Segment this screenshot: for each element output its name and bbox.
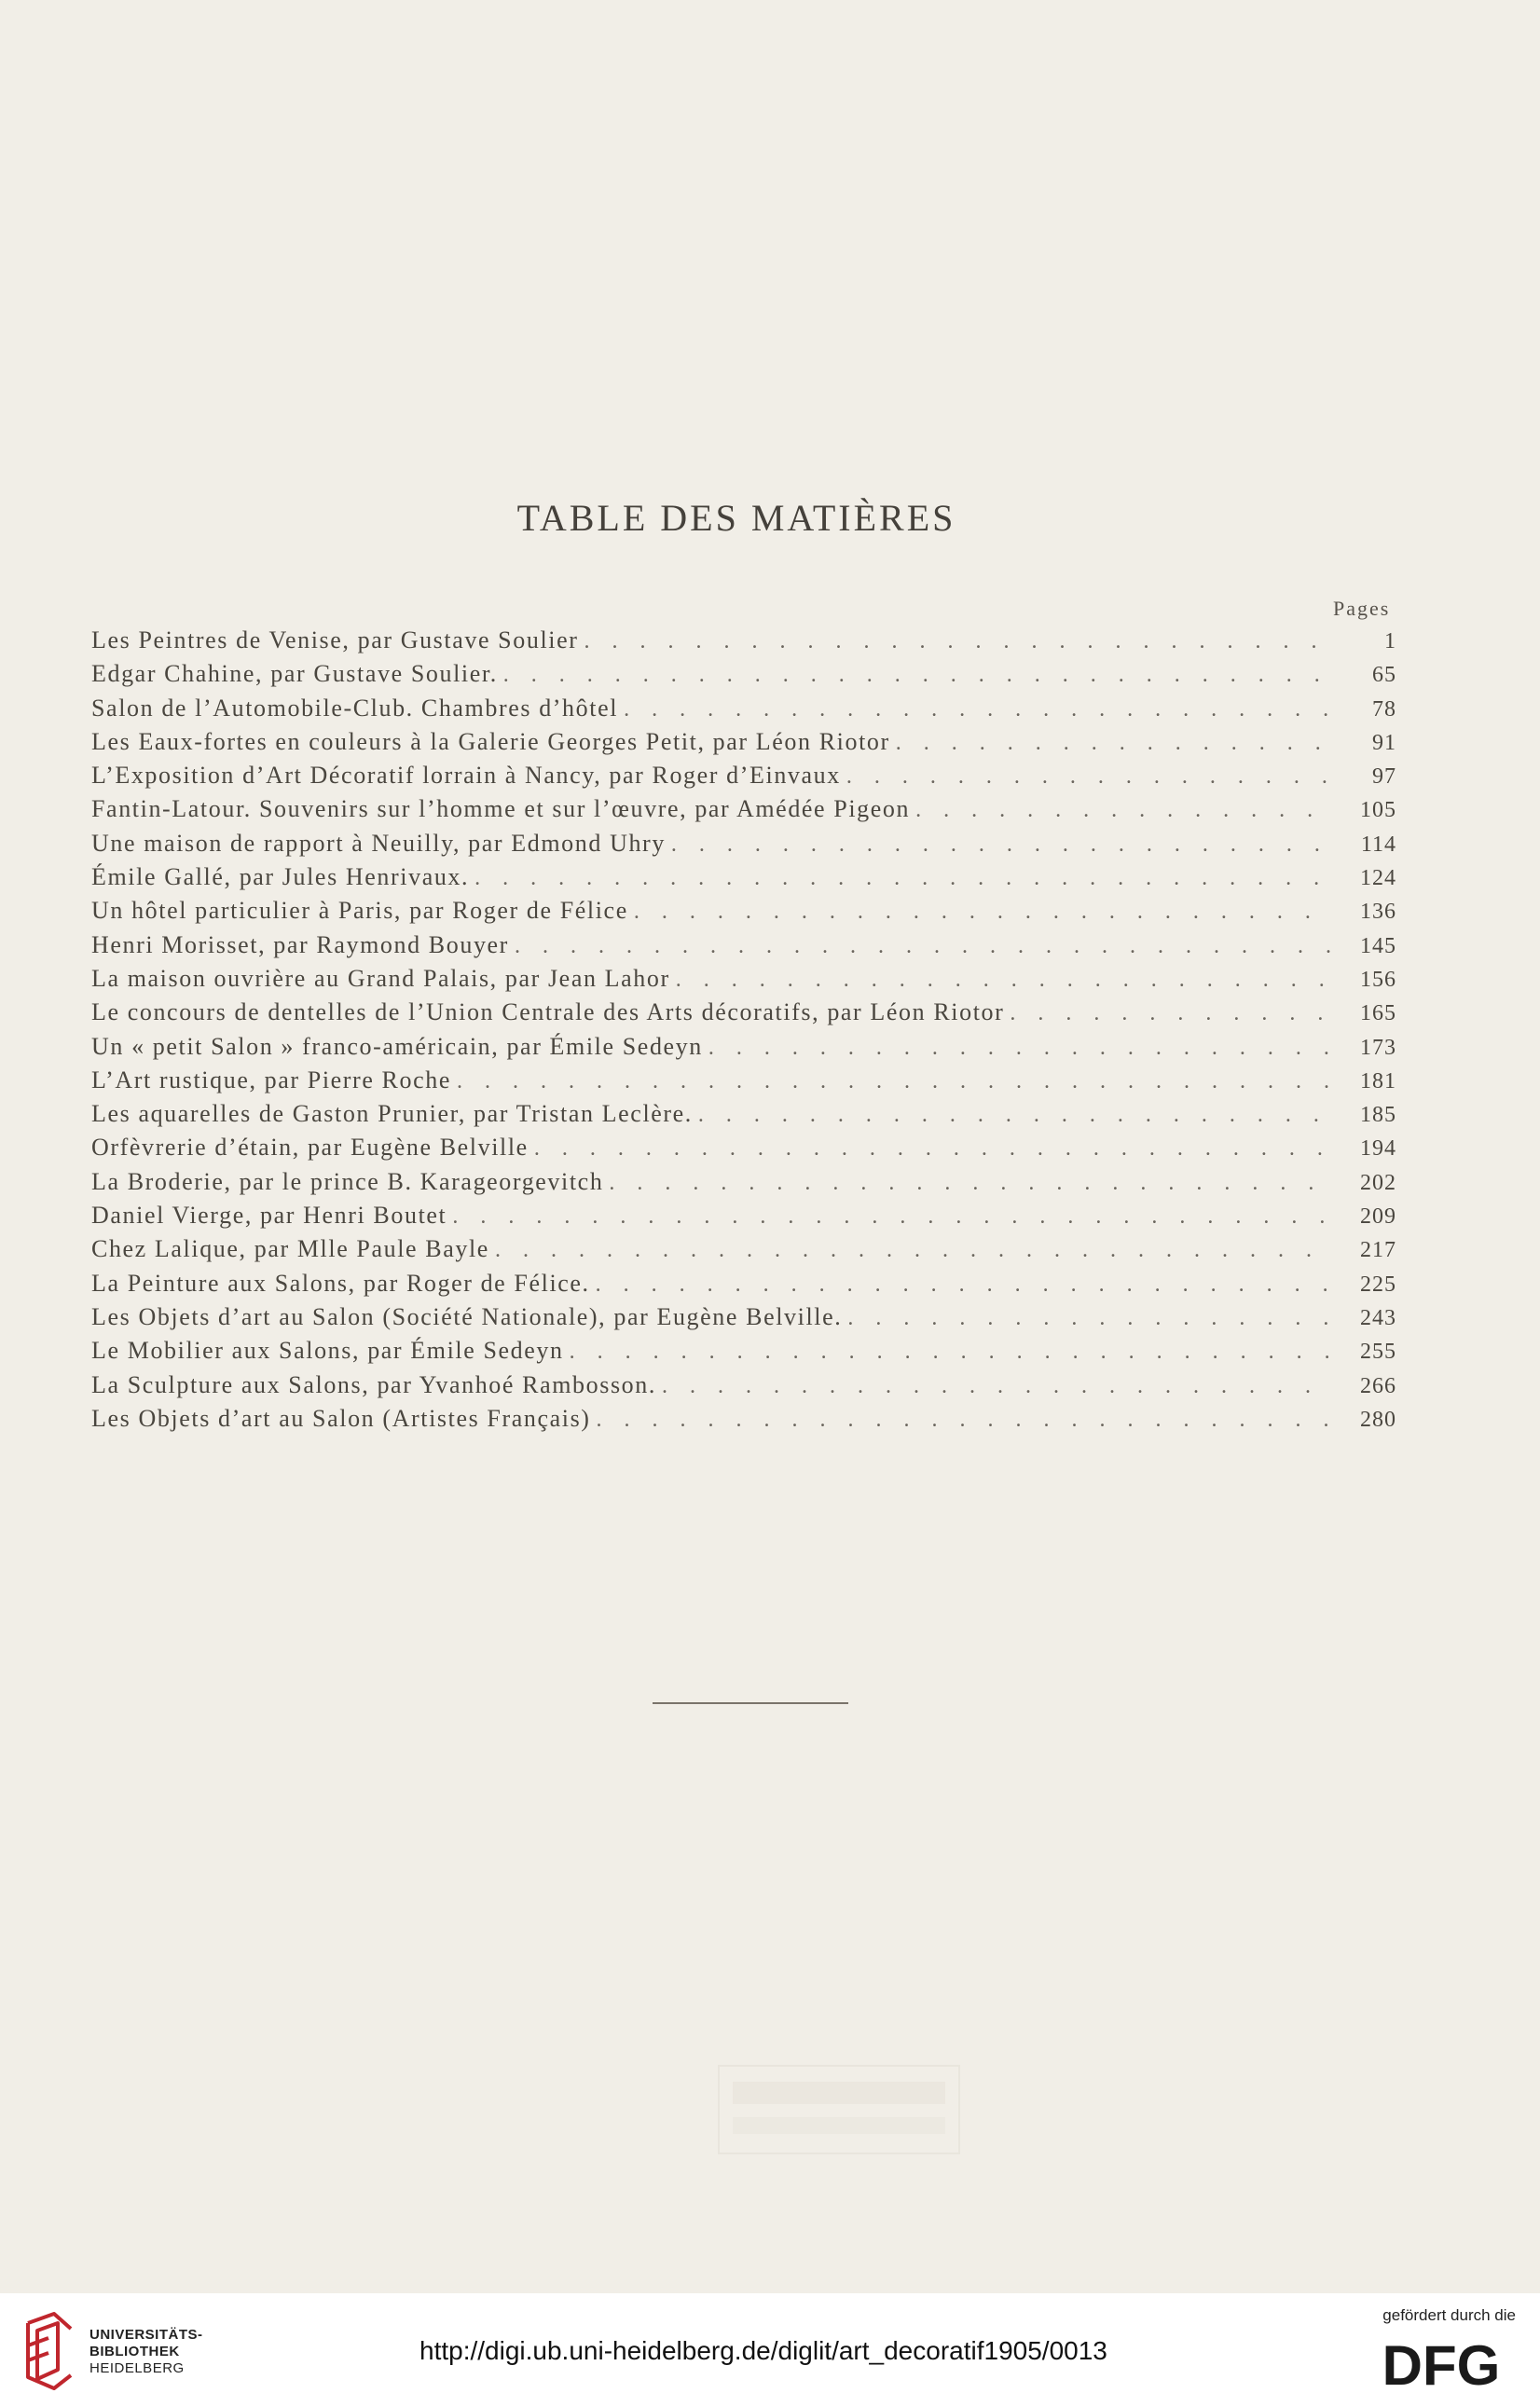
toc-entry — [91, 1405, 1396, 1438]
toc-entry — [91, 931, 1396, 965]
toc-dot-leader — [915, 795, 1333, 823]
toc-entry-page: 243 — [1360, 1305, 1396, 1330]
toc-entry-title: La Peinture aux Salons, par Roger de Félice. — [91, 1269, 590, 1297]
toc-entry-title: Daniel Vierge, par Henri Boutet — [91, 1202, 447, 1230]
toc-entry-page: 181 — [1360, 1068, 1396, 1093]
toc-entry-page: 97 — [1372, 764, 1396, 790]
toc-entry — [91, 863, 1396, 897]
toc-entry-title: Les aquarelles de Gaston Prunier, par Tristan Leclère. — [91, 1100, 693, 1128]
toc-entry-page: 105 — [1360, 798, 1396, 823]
toc-entry-page: 185 — [1360, 1103, 1396, 1128]
toc-dot-leader — [634, 897, 1333, 925]
toc-entry-page: 1 — [1384, 629, 1396, 653]
toc-entry-page: 65 — [1372, 663, 1396, 688]
toc-entry — [91, 1303, 1396, 1337]
toc-dot-leader — [503, 660, 1333, 688]
toc-entry-title: Un « petit Salon » franco-américain, par Émile Sedeyn — [91, 1032, 703, 1060]
library-name: UNIVERSITÄTS- BIBLIOTHEK HEIDELBERG — [89, 2327, 203, 2376]
toc-entry-title: La Sculpture aux Salons, par Yvanhoé Rambosson. — [91, 1370, 656, 1398]
toc-entry-title: L’Exposition d’Art Décoratif lorrain à Nancy, par Roger d’Einvaux — [91, 762, 841, 790]
toc-entry-title: La maison ouvrière au Grand Palais, par Jean Lahor — [91, 964, 670, 992]
toc-entry — [91, 762, 1396, 795]
toc-entry — [91, 1270, 1396, 1303]
digitization-footer — [0, 2293, 1540, 2407]
toc-dot-leader — [452, 1202, 1333, 1230]
toc-entry — [91, 1371, 1396, 1405]
svg-text:DFG: DFG — [1382, 2336, 1501, 2390]
toc-entry-title: Les Objets d’art au Salon (Société Nationale), par Eugène Belville. — [91, 1302, 843, 1330]
toc-entry-title: Le Mobilier aux Salons, par Émile Sedeyn — [91, 1337, 564, 1365]
toc-entry-page: 156 — [1360, 967, 1396, 992]
toc-entry-page: 136 — [1360, 900, 1396, 925]
toc-entry — [91, 626, 1396, 660]
permalink-url[interactable]: http://digi.ub.uni-heidelberg.de/diglit/art_decoratif1905/0013 — [419, 2336, 1107, 2365]
toc-dot-leader — [609, 1168, 1333, 1196]
toc-entry — [91, 965, 1396, 998]
toc-dot-leader — [708, 1033, 1333, 1061]
toc-entry-title: Fantin-Latour. Souvenirs sur l’homme et sur l’œuvre, par Amédée Pigeon — [91, 795, 911, 823]
toc-dot-leader — [584, 626, 1334, 654]
toc-entry — [91, 1066, 1396, 1100]
toc-dot-leader — [597, 1405, 1333, 1433]
toc-dot-leader — [534, 1134, 1333, 1162]
faded-stamp — [718, 2065, 960, 2154]
toc-dot-leader — [624, 695, 1333, 722]
toc-entry-title: La Broderie, par le prince B. Karageorgevitch — [91, 1167, 604, 1195]
toc-entry-title: Henri Morisset, par Raymond Bouyer — [91, 930, 509, 958]
toc-entry-title: Émile Gallé, par Jules Henrivaux. — [91, 863, 470, 891]
toc-entry-title: Le concours de dentelles de l’Union Centrale des Arts décoratifs, par Léon Riotor — [91, 998, 1005, 1026]
toc-entry-page: 165 — [1360, 1001, 1396, 1026]
toc-dot-leader — [847, 1303, 1333, 1331]
toc-entry — [91, 1033, 1396, 1066]
toc-entry — [91, 1337, 1396, 1370]
toc-entry-title: Une maison de rapport à Neuilly, par Edmond Uhry — [91, 829, 666, 857]
toc-dot-leader — [671, 830, 1333, 858]
toc-entry-page: 280 — [1360, 1407, 1396, 1432]
toc-entry-title: Edgar Chahine, par Gustave Soulier. — [91, 660, 498, 688]
toc-entry-title: Chez Lalique, par Mlle Paule Bayle — [91, 1235, 489, 1263]
table-of-contents — [91, 626, 1396, 1438]
toc-entry — [91, 1134, 1396, 1167]
toc-dot-leader — [896, 728, 1333, 756]
toc-entry — [91, 998, 1396, 1032]
toc-entry-title: Un hôtel particulier à Paris, par Roger de Félice — [91, 897, 628, 925]
toc-entry-page: 124 — [1360, 866, 1396, 891]
toc-entry-page: 266 — [1360, 1373, 1396, 1398]
ub-heidelberg-logo-icon — [21, 2310, 78, 2392]
toc-entry — [91, 897, 1396, 930]
toc-entry — [91, 1168, 1396, 1202]
funding-label: gefördert durch die — [1382, 2306, 1516, 2324]
toc-entry — [91, 1202, 1396, 1235]
toc-entry-page: 209 — [1360, 1204, 1396, 1230]
dfg-logo-icon — [1363, 2336, 1519, 2390]
toc-entry-title: L’Art rustique, par Pierre Roche — [91, 1066, 451, 1093]
toc-entry — [91, 795, 1396, 829]
toc-entry-title: Les Eaux-fortes en couleurs à la Galerie Georges Petit, par Léon Riotor — [91, 727, 890, 755]
toc-entry-title: Les Peintres de Venise, par Gustave Soulier — [91, 626, 579, 653]
toc-dot-leader — [662, 1371, 1333, 1399]
toc-entry-title: Orfèvrerie d’étain, par Eugène Belville — [91, 1134, 529, 1162]
toc-dot-leader — [698, 1100, 1333, 1128]
toc-entry-page: 217 — [1360, 1238, 1396, 1263]
toc-entry-page: 225 — [1360, 1272, 1396, 1297]
toc-dot-leader — [676, 965, 1333, 993]
toc-dot-leader — [570, 1337, 1333, 1365]
toc-entry — [91, 1100, 1396, 1134]
toc-entry-title: Les Objets d’art au Salon (Artistes Français) — [91, 1404, 591, 1432]
page-title: TABLE DES MATIÈRES — [516, 496, 956, 539]
closing-rule — [653, 1702, 848, 1704]
toc-entry — [91, 660, 1396, 694]
toc-dot-leader — [846, 762, 1333, 790]
toc-entry-title: Salon de l’Automobile-Club. Chambres d’hôtel — [91, 694, 619, 722]
toc-entry — [91, 728, 1396, 762]
toc-dot-leader — [457, 1066, 1333, 1094]
toc-entry — [91, 695, 1396, 728]
toc-entry — [91, 1235, 1396, 1269]
toc-entry-page: 91 — [1372, 730, 1396, 755]
toc-entry — [91, 830, 1396, 863]
toc-entry-page: 255 — [1360, 1340, 1396, 1365]
toc-entry-page: 145 — [1360, 933, 1396, 958]
toc-dot-leader — [1010, 998, 1333, 1026]
toc-entry-page: 202 — [1360, 1170, 1396, 1195]
pages-column-label: Pages — [1333, 597, 1391, 620]
toc-dot-leader — [474, 863, 1333, 891]
toc-entry-page: 78 — [1372, 696, 1396, 722]
toc-entry-page: 114 — [1360, 832, 1396, 857]
toc-entry-page: 173 — [1360, 1035, 1396, 1060]
toc-dot-leader — [515, 931, 1333, 959]
toc-dot-leader — [596, 1270, 1333, 1298]
toc-entry-page: 194 — [1360, 1136, 1396, 1162]
toc-dot-leader — [495, 1235, 1333, 1263]
